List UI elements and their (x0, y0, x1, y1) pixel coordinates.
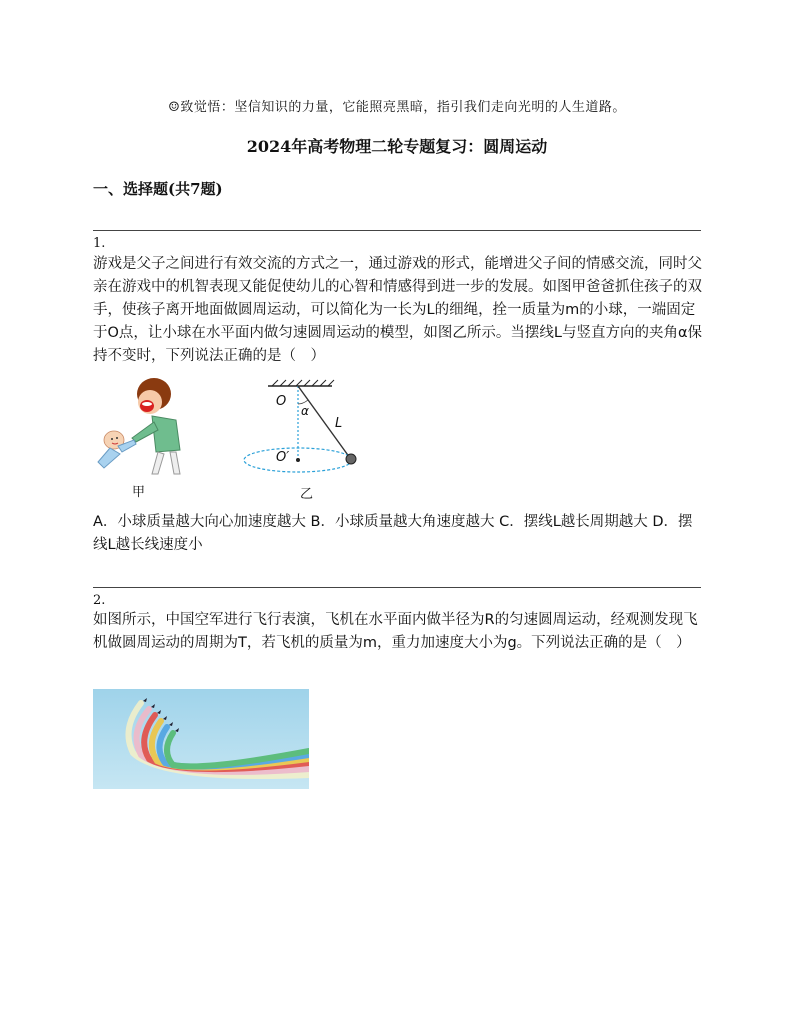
label-o: O (276, 394, 287, 409)
page-title: 2024年高考物理二轮专题复习：圆周运动 (246, 137, 548, 156)
question-text: 如图所示，中国空军进行飞行表演，飞机在水平面内做半径为R的匀速圆周运动，经观测发现飞机做圆周运动的周期为T，若飞机的质量为m，重力加速度大小为g。下列说法正确的是（ ） (93, 612, 698, 651)
question-number: 1. (93, 236, 106, 251)
label-o-prime: O′ (276, 450, 290, 465)
label-alpha: α (301, 404, 309, 418)
answer-options: A．小球质量越大向心加速度越大 B．小球质量越大角速度越大 C．摆线L越长周期越大 D．摆线L越长线速度小 (93, 514, 693, 553)
figure-label-yi: 乙 (300, 487, 314, 502)
figure-label-jia: 甲 (132, 485, 146, 500)
section-heading: 一、选择题(共7题) (93, 180, 223, 198)
question-text: 游戏是父子之间进行有效交流的方式之一，通过游戏的形式，能增进父子间的情感交流，同时父亲在游戏中的机智表现又能促使幼儿的心智和情感得到进一步的发展。如图甲爸爸抓住孩子的双手，使孩子离开地面做圆周运动，可以简化为一长为L的细绳，拴一质量为m的小球，一端固定于O点，让小球在水平面内做匀速圆周运动的模型，如图乙所示。当摆线L与竖直方向的夹角α保持不变时，下列说法正确的是（ ） (93, 256, 703, 364)
figure-conical-pendulum (240, 378, 370, 478)
divider (93, 587, 701, 588)
figure-father-child (92, 376, 192, 476)
label-l: L (335, 416, 343, 431)
figure-air-show-photo (93, 689, 309, 789)
divider (93, 230, 701, 231)
question-number: 2. (93, 593, 106, 608)
motto: ☺致觉悟：坚信知识的力量，它能照亮黑暗，指引我们走向光明的人生道路。 (168, 100, 626, 115)
